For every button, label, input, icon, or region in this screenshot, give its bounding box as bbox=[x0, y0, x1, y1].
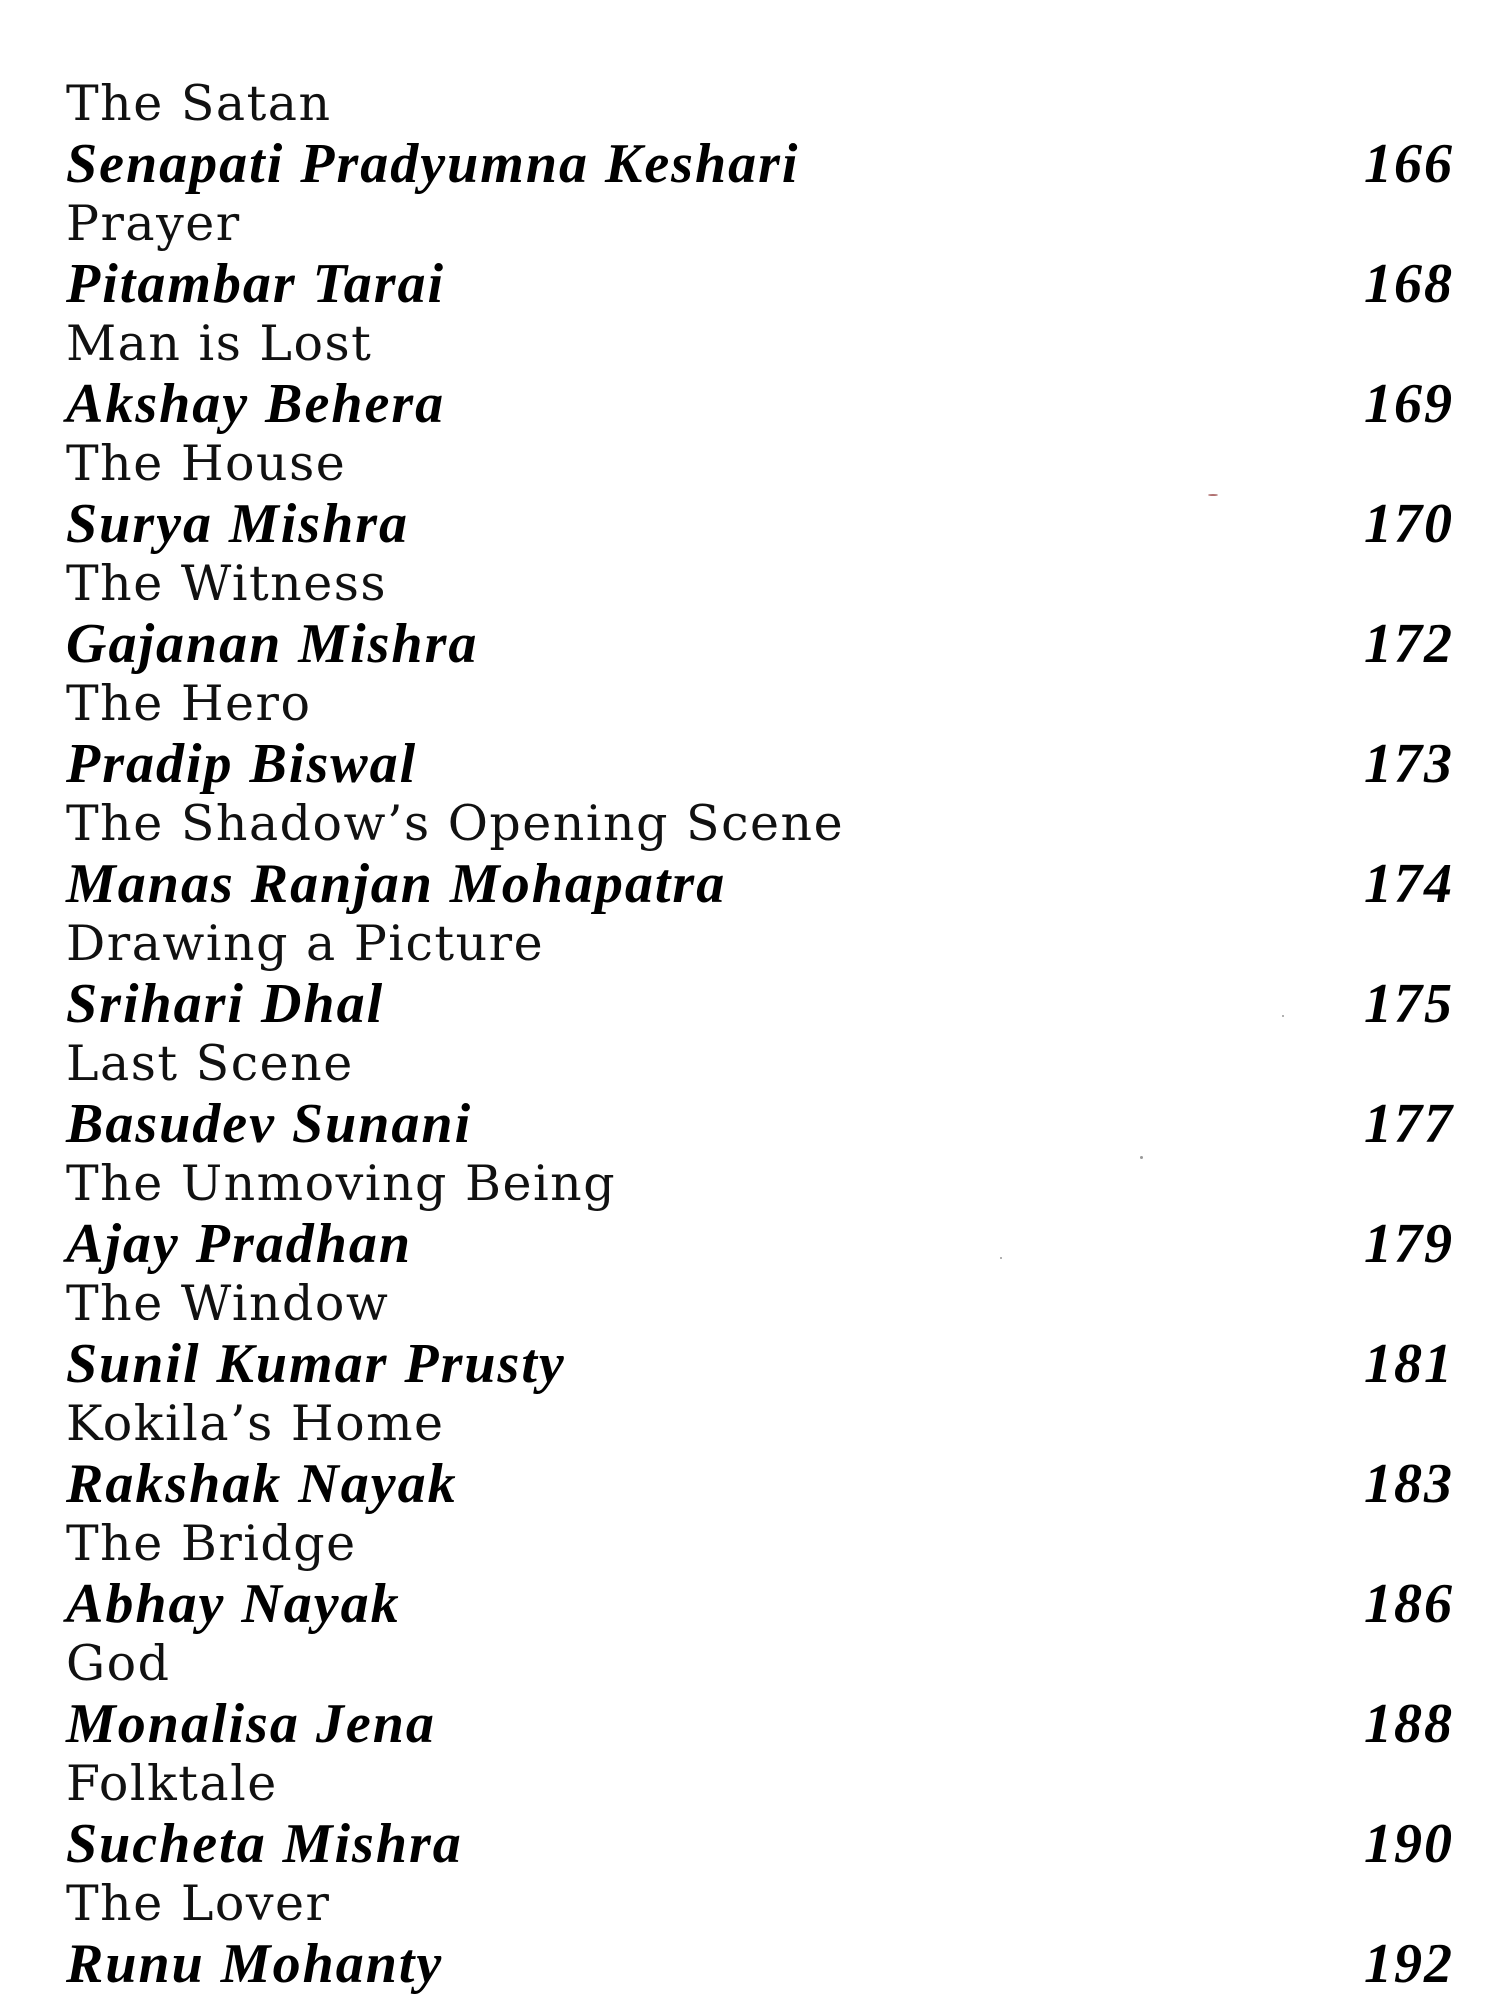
entry-title: The Satan bbox=[66, 75, 332, 132]
toc-entry bbox=[66, 1874, 1454, 1994]
toc-entry bbox=[66, 1274, 1454, 1394]
toc-entry bbox=[66, 1514, 1454, 1634]
entry-title: Man is Lost bbox=[66, 315, 373, 372]
entry-author: Pradip Biswal bbox=[66, 733, 418, 795]
toc-entry bbox=[66, 434, 1454, 554]
toc-entry bbox=[66, 554, 1454, 674]
scan-speck bbox=[1000, 1257, 1002, 1259]
entry-author: Srihari Dhal bbox=[66, 973, 385, 1035]
toc-entry bbox=[66, 1034, 1454, 1154]
entry-author: Basudev Sunani bbox=[66, 1093, 473, 1155]
entry-title: God bbox=[66, 1635, 171, 1692]
entry-page-number: 168 bbox=[1364, 253, 1454, 315]
entry-title: The Witness bbox=[66, 555, 388, 612]
entry-author: Rakshak Nayak bbox=[66, 1453, 458, 1515]
entry-page-number: 173 bbox=[1364, 733, 1454, 795]
scan-speck bbox=[1282, 1015, 1284, 1017]
toc-entry bbox=[66, 1394, 1454, 1514]
entry-page-number: 179 bbox=[1364, 1213, 1454, 1275]
entry-title: Last Scene bbox=[66, 1035, 354, 1092]
scan-speck bbox=[1208, 494, 1218, 496]
entry-author: Abhay Nayak bbox=[66, 1573, 401, 1635]
entry-author: Runu Mohanty bbox=[66, 1933, 444, 1995]
entry-author: Manas Ranjan Mohapatra bbox=[66, 853, 727, 915]
scan-speck bbox=[1140, 1156, 1143, 1159]
entry-page-number: 175 bbox=[1364, 973, 1454, 1035]
entry-title: The Shadow’s Opening Scene bbox=[66, 795, 845, 852]
entry-author: Pitambar Tarai bbox=[66, 253, 446, 315]
entry-page-number: 186 bbox=[1364, 1573, 1454, 1635]
entry-author: Senapati Pradyumna Keshari bbox=[66, 133, 800, 195]
toc-entry bbox=[66, 1634, 1454, 1754]
entry-title: Kokila’s Home bbox=[66, 1395, 445, 1452]
entry-page-number: 183 bbox=[1364, 1453, 1454, 1515]
entry-title: The Bridge bbox=[66, 1515, 357, 1572]
toc-entry bbox=[66, 914, 1454, 1034]
entry-title: The Hero bbox=[66, 675, 312, 732]
entry-title: The Lover bbox=[66, 1875, 331, 1932]
entry-author: Akshay Behera bbox=[66, 373, 446, 435]
entry-author: Sunil Kumar Prusty bbox=[66, 1333, 566, 1395]
table-of-contents bbox=[66, 74, 1454, 1994]
entry-page-number: 190 bbox=[1364, 1813, 1454, 1875]
entry-author: Ajay Pradhan bbox=[66, 1213, 413, 1275]
entry-page-number: 172 bbox=[1364, 613, 1454, 675]
toc-entry bbox=[66, 1754, 1454, 1874]
entry-page-number: 166 bbox=[1364, 133, 1454, 195]
toc-entry bbox=[66, 794, 1454, 914]
entry-page-number: 174 bbox=[1364, 853, 1454, 915]
toc-entry bbox=[66, 314, 1454, 434]
entry-title: The House bbox=[66, 435, 347, 492]
toc-entry bbox=[66, 1154, 1454, 1274]
entry-author: Surya Mishra bbox=[66, 493, 410, 555]
entry-page-number: 188 bbox=[1364, 1693, 1454, 1755]
entry-author: Monalisa Jena bbox=[66, 1693, 436, 1755]
entry-title: Drawing a Picture bbox=[66, 915, 545, 972]
entry-page-number: 169 bbox=[1364, 373, 1454, 435]
entry-title: The Window bbox=[66, 1275, 390, 1332]
entry-title: Folktale bbox=[66, 1755, 278, 1812]
entry-title: Prayer bbox=[66, 195, 241, 252]
entry-page-number: 181 bbox=[1364, 1333, 1454, 1395]
entry-author: Gajanan Mishra bbox=[66, 613, 479, 675]
entry-page-number: 192 bbox=[1364, 1933, 1454, 1995]
entry-page-number: 170 bbox=[1364, 493, 1454, 555]
entry-author: Sucheta Mishra bbox=[66, 1813, 463, 1875]
toc-entry bbox=[66, 674, 1454, 794]
entry-page-number: 177 bbox=[1364, 1093, 1454, 1155]
toc-entry bbox=[66, 194, 1454, 314]
toc-entry bbox=[66, 74, 1454, 194]
entry-title: The Unmoving Being bbox=[66, 1155, 617, 1212]
